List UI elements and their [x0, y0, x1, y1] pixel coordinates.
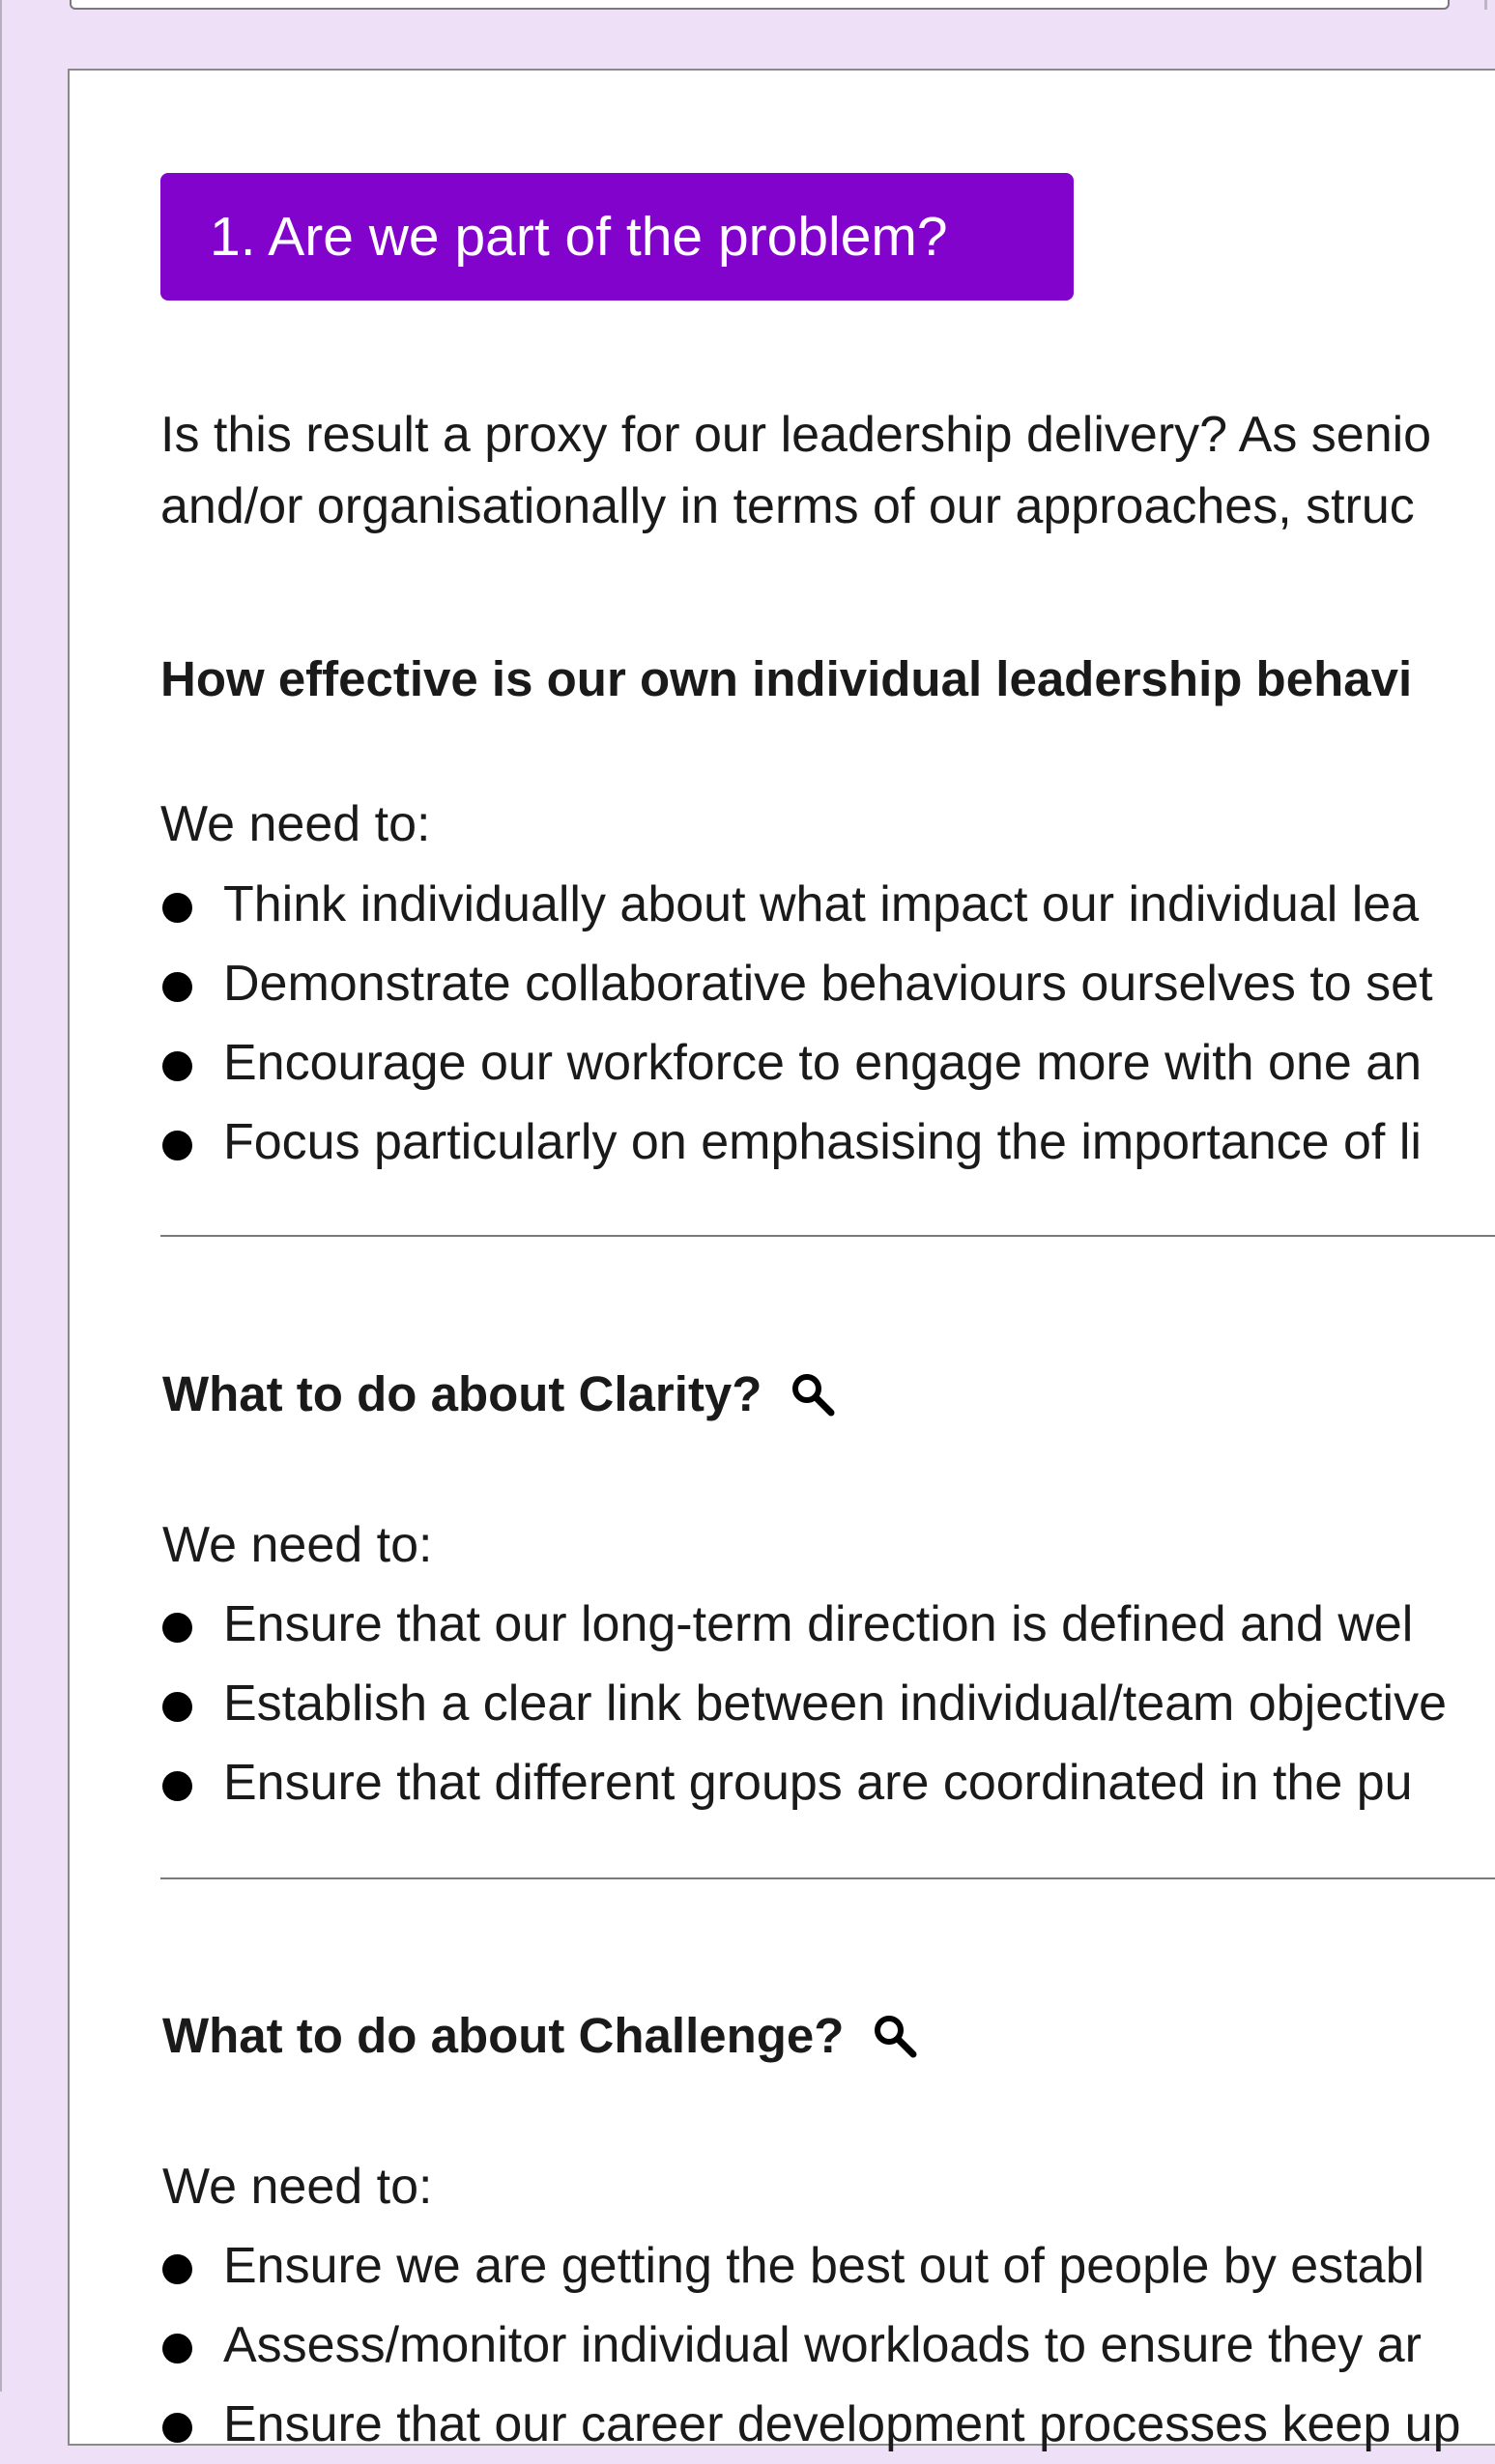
bullet-icon — [162, 1692, 192, 1722]
list-item: Demonstrate collaborative behaviours ourselves to set — [160, 944, 1433, 1023]
content-card — [68, 69, 1495, 2452]
list-item: Ensure that our long-term direction is defined and wel — [160, 1585, 1447, 1664]
list-item: Ensure that our career development processes keep up — [160, 2385, 1461, 2464]
search-icon[interactable] — [789, 1370, 837, 1418]
list-item: Think individually about what impact our individual lea — [160, 865, 1433, 944]
bullet-icon — [162, 2334, 192, 2364]
clarity-heading-text: What to do about Clarity? — [162, 1366, 762, 1421]
bullet-icon — [162, 2413, 192, 2443]
list-item: Encourage our workforce to engage more with one an — [160, 1023, 1433, 1103]
section-divider — [160, 1235, 1495, 1237]
intro-line-1: Is this result a proxy for our leadership delivery? As senio — [160, 407, 1432, 463]
bullet-icon — [162, 893, 192, 923]
page-left-edge — [0, 0, 2, 2392]
leadership-heading — [160, 650, 1412, 707]
bullet-icon — [162, 1131, 192, 1160]
list-item: Assess/monitor individual workloads to ensure they ar — [160, 2306, 1461, 2385]
leadership-list — [160, 865, 1433, 1182]
challenge-need-label: We need to: — [162, 2159, 433, 2215]
clarity-list — [160, 1585, 1447, 1822]
list-item: Ensure we are getting the best out of people by establ — [160, 2226, 1461, 2306]
list-item: Focus particularly on emphasising the importance of li — [160, 1103, 1433, 1182]
leadership-need-label: We need to: — [160, 796, 431, 852]
section-divider — [160, 1877, 1495, 1879]
intro-line-2: and/or organisationally in terms of our approaches, struc — [160, 478, 1415, 534]
challenge-list — [160, 2226, 1461, 2464]
list-item: Ensure that different groups are coordinated in the pu — [160, 1743, 1447, 1822]
clarity-need-label: We need to: — [162, 1517, 433, 1573]
bullet-icon — [162, 1613, 192, 1643]
bullet-icon — [162, 972, 192, 1002]
bullet-icon — [162, 2254, 192, 2284]
previous-card-edge — [1484, 0, 1487, 10]
list-item: Establish a clear link between individual/team objective — [160, 1664, 1447, 1743]
leadership-heading-text: How effective is our own individual leadership behavi — [160, 651, 1413, 706]
challenge-heading — [162, 2007, 919, 2064]
intro-paragraph — [160, 399, 1431, 542]
challenge-heading-text: What to do about Challenge? — [162, 2008, 845, 2063]
clarity-heading — [162, 1365, 837, 1422]
bullet-icon — [162, 1051, 192, 1081]
bullet-icon — [162, 1771, 192, 1801]
previous-card-bottom — [70, 0, 1450, 10]
search-icon[interactable] — [871, 2012, 919, 2060]
section-title-badge: 1. Are we part of the problem? — [160, 173, 1074, 301]
